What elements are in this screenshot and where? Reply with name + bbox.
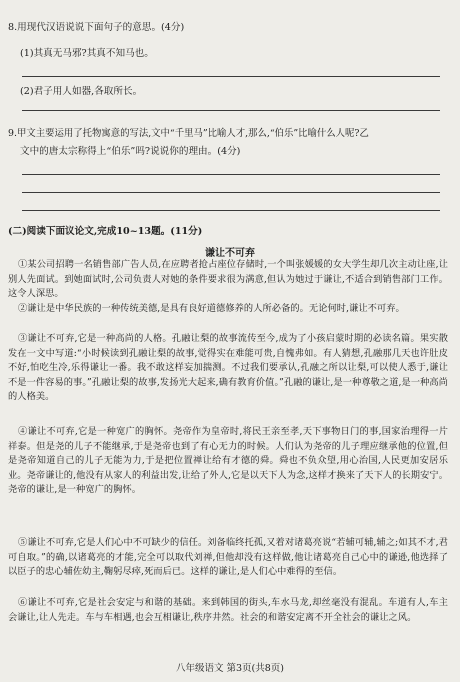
question-8-sentence-2: (2)君子用人如器,各取所长。 xyxy=(20,86,143,97)
paragraph-6: ⑥谦让不可弃,它是社会安定与和谐的基础。来到韩国的街头,车水马龙,却丝毫没有混乱。车道有人,车主会谦让,让人先走。车与车相遇,也会互相谦让,秩序井然。社会的和谐安定离不开全社会的谦让之风。 xyxy=(8,597,448,623)
answer-line xyxy=(22,76,440,77)
paragraph-1: ①某公司招聘一名销售部广告人员,在应聘者抢占座位存储时,一个叫张媛媛的女大学生却几次主动让座,让别人先面试。到她面试时,公司负责人对她的条件要求很为满意,但认为她过于谦让,不适合到销售部门工作。这令人深思。 xyxy=(8,259,448,300)
question-8-sentence-1: (1)其真无马邪?其真不知马也。 xyxy=(20,48,154,59)
section-heading: (二)阅读下面议论文,完成10~13题。(11分) xyxy=(8,226,203,237)
answer-line xyxy=(22,174,440,175)
paragraph-3: ③谦让不可弃,它是一种高尚的人格。孔融让梨的故事流传至今,成为了小孩启蒙时期的必读名篇。果实散发在一文中写道:“小时候读到孔融让梨的故事,觉得实在难能可贵,自愧弗如。有人猜想,孔融那几天也许肚皮不好,怕吃生冷,乐得谦让一番。我不敢这样妄加揣测。不过我们要承认,孔融之所以让梨,可以使人悉于,谦让不是一件容易的事。”孔融让梨的故事,发扬光大起来,确有教育价值。”孔融的谦让,是一种尊敬之道,是一种高尚的人格美。 xyxy=(8,333,448,403)
article-title: 谦让不可弃 xyxy=(205,248,255,259)
page-footer: 八年级语文 第3页(共8页) xyxy=(175,663,285,674)
answer-line xyxy=(22,210,440,211)
question-9-line-2: 文中的唐太宗称得上“伯乐”吗?说说你的理由。(4分) xyxy=(20,146,241,157)
question-8-title: 8.用现代汉语说说下面句子的意思。(4分) xyxy=(8,22,185,33)
question-9-line-1: 9.甲文主要运用了托物寓意的写法,文中“千里马”比喻人才,那么,“伯乐”比喻什么人呢?乙 xyxy=(8,128,369,139)
paragraph-5: ⑤谦让不可弃,它是人们心中不可缺少的信任。刘备临终托孤,又着对诸葛亮说“若辅可辅,辅之;如其不才,君可自取。”的确,以诸葛亮的才能,完全可以取代刘禅,但他却没有这样做,他让诸葛亮自己心中的谦逊,他选择了以臣子的忠心辅佐幼主,鞠躬尽瘁,死而后已。这样的谦让,是人们心中难得的至信。 xyxy=(8,537,448,578)
paragraph-4: ④谦让不可弃,它是一种宽广的胸怀。尧帝作为皇帝时,将民王亲至孝,天下事物日门的事,国家治理得一片祥泰。但是尧的儿子不能继承,于是尧帝也到了有心无力的时候。人们认为尧帝的儿子理应继承他的位置,但是尧帝知道自己的儿子无能为力,于是把位置禅让给有才德的舜。舜也不负众望,用心治国,人民更加安居乐业。尧帝谦让的,他没有从家人的利益出发,让给了外人,它是以天下人为念,这样才换来了天下人的长期安宁。尧帝的谦让,是一种宽广的胸怀。 xyxy=(8,426,448,496)
paragraph-2: ②谦让是中华民族的一种传统美德,是具有良好道德修养的人所必备的。无论何时,谦让不可弃。 xyxy=(18,303,405,314)
answer-line xyxy=(22,110,440,111)
answer-line xyxy=(22,192,440,193)
